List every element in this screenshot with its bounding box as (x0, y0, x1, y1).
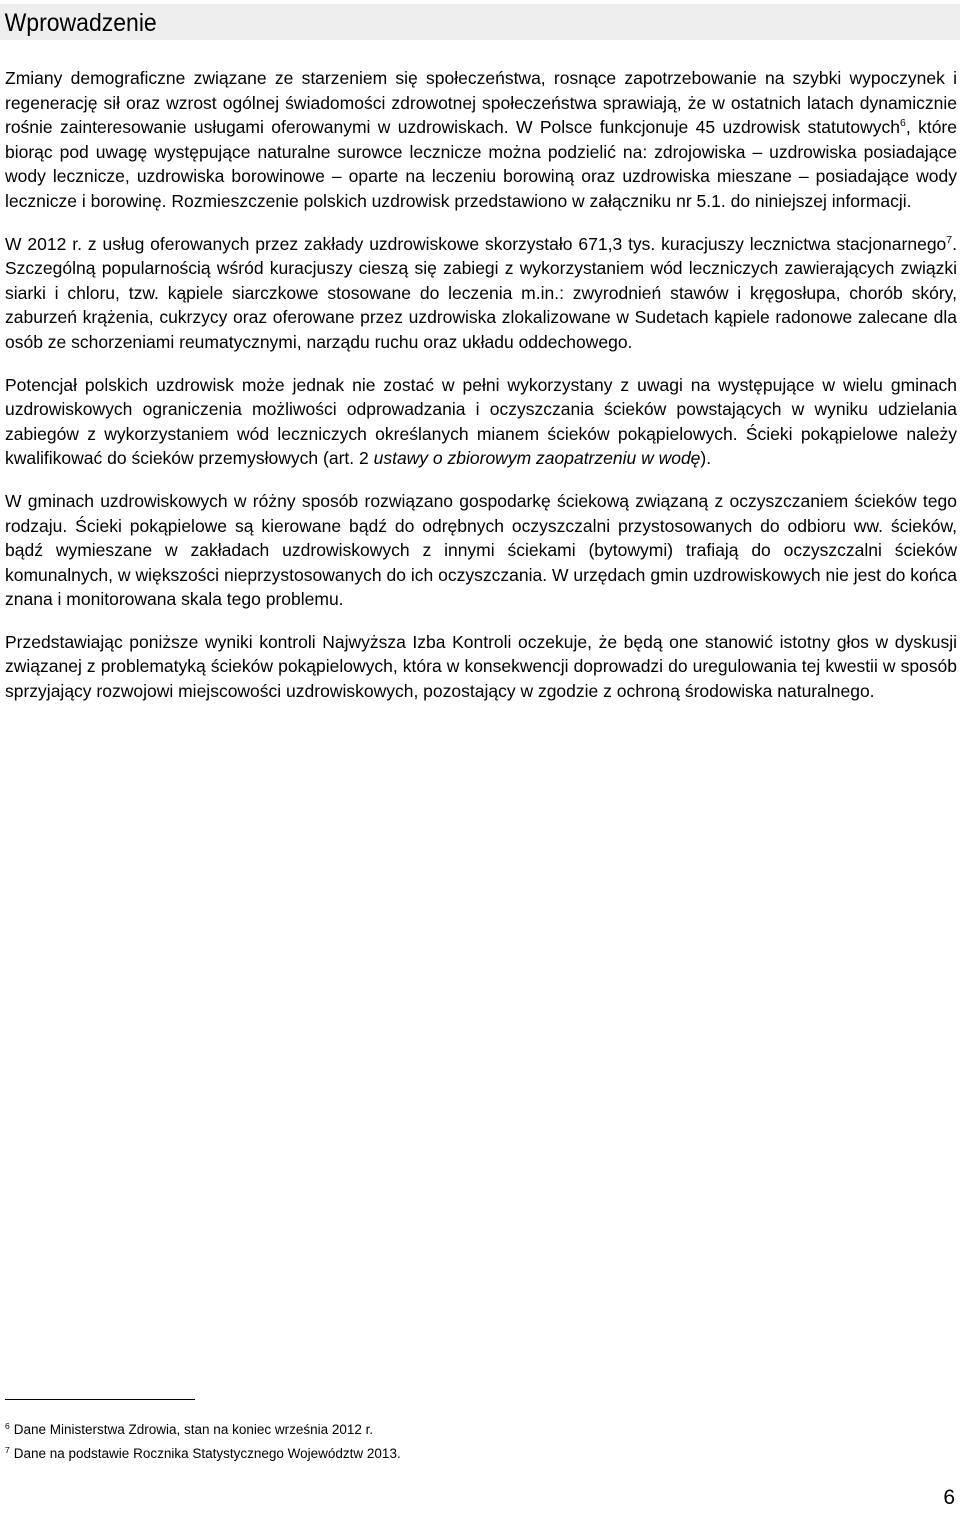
paragraph-4: W gminach uzdrowiskowych w różny sposób rozwiązano gospodarkę ściekową związaną z oczyszczaniem ścieków tego rodzaju. Ścieki pokąpielowe są kierowane bądź do odrębnych oczyszczalni przystosowanych do odbioru ww. ścieków, bądź wymieszane w zakładach uzdrowiskowych z innymi ściekami (bytowymi) trafiają do oczyszczalni ścieków komunalnych, w większości nieprzystosowanych do ich oczyszczania. W urzędach gmin uzdrowiskowych nie jest do końca znana i monitorowana skala tego problemu. (5, 490, 957, 610)
paragraph-2-part-b: . Szczególną popularnością wśród kuracjuszy cieszą się zabiegi z wykorzystaniem wód leczniczych zawierających związki siarki i chloru, tzw. kąpiele siarczkowe stosowane do leczenia m.in.: zwyrodnień stawów i kręgosłupa, chorób skóry, zaburzeń krążenia, cukrzycy oraz oferowane przez uzdrowiska zlokalizowane w Sudetach kąpiele radonowe zalecane dla osób ze schorzeniami reumatycznymi, narządu ruchu oraz układu oddechowego. (5, 233, 957, 352)
footnote-number: 7 (5, 1444, 10, 1455)
paragraph-1-part-a: Zmiany demograficzne związane ze starzeniem się społeczeństwa, rosnące zapotrzebowanie na szybki wypoczynek i regenerację sił oraz wzrost ogólnej świadomości zdrowotnej społeczeństwa sprawiają, że w ostatnich latach dynamicznie rośnie zainteresowanie usługami oferowanymi w uzdrowiskach. W Polsce funkcjonuje 45 uzdrowisk statutowych (5, 68, 957, 138)
footnotes (5, 1422, 905, 1470)
page-number: 6 (943, 1486, 955, 1509)
paragraph-2-part-a: W 2012 r. z usług oferowanych przez zakłady uzdrowiskowe skorzystało 671,3 tys. kuracjuszy lecznictwa stacjonarnego (5, 233, 947, 254)
footnote-text: Dane na podstawie Rocznika Statystycznego Województw 2013. (13, 1446, 401, 1461)
footnote-ref-6: 6 (900, 117, 906, 130)
paragraph-5: Przedstawiając poniższe wyniki kontroli Najwyższa Izba Kontroli oczekuje, że będą one stanowić istotny głos w dyskusji związanej z problematyką ścieków pokąpielowych, która w konsekwencji doprowadzi do uregulowania tej kwestii w sposób sprzyjający rozwojowi miejscowości uzdrowiskowych, pozostający w zgodzie z ochroną środowiska naturalnego. (5, 631, 957, 702)
paragraph-3-part-b: ). (700, 448, 712, 469)
footnote-6 (5, 1422, 905, 1438)
footnote-separator (5, 1399, 195, 1400)
paragraph-1 (5, 66, 957, 214)
paragraph-2 (5, 232, 957, 355)
footnote-7 (5, 1446, 905, 1462)
section-heading-bar (0, 4, 960, 40)
body-text (5, 66, 957, 722)
footnote-ref-7: 7 (946, 233, 953, 246)
paragraph-1-part-b: , które biorąc pod uwagę występujące naturalne surowce lecznicze można podzielić na: zdrojowiska – uzdrowiska posiadające wody lecznicze, uzdrowiska borowinowe – oparte na leczeniu borowiną oraz uzdrowiska mieszane – posiadające wody lecznicze i borowinę. Rozmieszczenie polskich uzdrowisk przedstawiono w załączniku nr 5.1. do niniejszej informacji. (5, 117, 957, 211)
section-heading: Wprowadzenie (4, 9, 157, 37)
paragraph-3 (5, 373, 957, 471)
act-title-italic: ustawy o zbiorowym zaopatrzeniu w wodę (373, 448, 701, 469)
footnote-text: Dane Ministerstwa Zdrowia, stan na koniec września 2012 r. (13, 1422, 374, 1437)
footnote-number: 6 (5, 1420, 10, 1431)
paragraph-3-part-a: Potencjał polskich uzdrowisk może jednak nie zostać w pełni wykorzystany z uwagi na występujące w wielu gminach uzdrowiskowych ograniczenia możliwości odprowadzania i oczyszczania ścieków powstających w wyniku udzielania zabiegów z wykorzystaniem wód leczniczych określanych mianem ścieków pokąpielowych. Ścieki pokąpielowe należy kwalifikować do ścieków przemysłowych (art. 2 (5, 374, 957, 469)
